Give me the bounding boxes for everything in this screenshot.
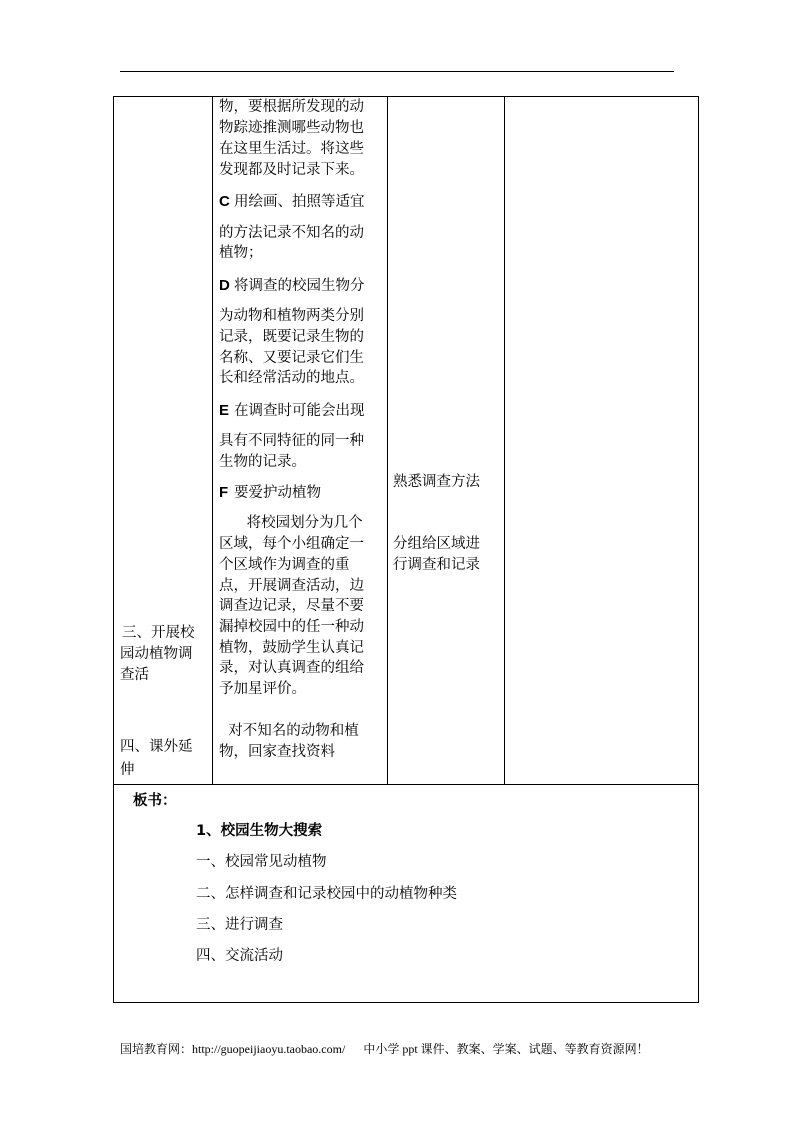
text-line: 要爱护动植物 xyxy=(234,485,321,501)
text-line: 长和经常活动的地点。 xyxy=(219,370,364,386)
board-label: 板书： xyxy=(133,793,177,809)
header-rule xyxy=(120,71,674,72)
text-line: 物，回家查找资料 xyxy=(219,744,335,760)
text-line: 植物，鼓励学生认真记 xyxy=(219,640,364,656)
text-line: 三、开展校 xyxy=(122,625,195,641)
text-line: 分组给区域进 xyxy=(393,536,480,552)
board-item: 二、怎样调查和记录校园中的动植物种类 xyxy=(196,886,457,902)
text-line: 在调查时可能会出现 xyxy=(234,403,365,419)
page-footer xyxy=(120,1040,649,1057)
text-line: 园动植物调 xyxy=(120,646,193,662)
text-line: 的方法记录不知名的动 xyxy=(219,225,364,241)
footer-site: 国培教育网：http://guopeijiaoyu.taobao.com/ xyxy=(120,1042,346,1056)
text-line: 伸 xyxy=(120,762,135,778)
board-title: 1、校园生物大搜索 xyxy=(196,823,323,839)
board-item: 四、交流活动 xyxy=(196,948,283,964)
text-line: 个区域作为调查的重 xyxy=(219,557,350,573)
col3-method: 熟悉调查方法 xyxy=(393,474,480,490)
text-line: 将校园划分为几个 xyxy=(219,515,363,531)
text-line: 予加星评价。 xyxy=(219,681,306,697)
text-line: 将调查的校园生物分 xyxy=(234,278,365,294)
text-line: 名称、又要记录它们生 xyxy=(219,350,364,366)
text-line: 对不知名的动物和植 xyxy=(219,723,359,739)
text-line: 行调查和记录 xyxy=(393,557,480,573)
text-line: 在这里生活过。将这些 xyxy=(219,141,364,157)
text-line: 查活 xyxy=(120,667,149,683)
footer-slogan: 中小学 ppt 课件、教案、学案、试题、等教育资源网！ xyxy=(363,1042,649,1056)
text-line: 发现都及时记录下来。 xyxy=(219,162,364,178)
text-line: 区域，每个小组确定一 xyxy=(219,536,364,552)
item-label: E xyxy=(219,402,230,419)
text-line: 录，对认真调查的组给 xyxy=(219,660,364,676)
text-line: 点，开展调查活动，边 xyxy=(219,578,364,594)
board-item: 一、校园常见动植物 xyxy=(196,854,327,870)
board-item: 三、进行调查 xyxy=(196,917,283,933)
text-line: 用绘画、拍照等适宜 xyxy=(234,194,365,210)
text-line: 植物； xyxy=(219,245,263,261)
item-label: D xyxy=(219,277,230,294)
item-label: F xyxy=(219,484,229,501)
text-line: 漏掉校园中的任一种动 xyxy=(219,619,364,635)
text-line: 物踪迹推测哪些动物也 xyxy=(219,120,364,136)
text-line: 为动物和植物两类分别 xyxy=(219,308,364,324)
text-line: 物，要根据所发现的动 xyxy=(219,99,364,115)
text-line: 具有不同特征的同一种 xyxy=(219,433,364,449)
text-line: 记录，既要记录生物的 xyxy=(219,329,364,345)
item-label: C xyxy=(219,193,230,210)
text-line: 四、课外延 xyxy=(120,739,193,755)
text-line: 调查边记录，尽量不要 xyxy=(219,598,364,614)
text-line: 生物的记录。 xyxy=(219,454,306,470)
